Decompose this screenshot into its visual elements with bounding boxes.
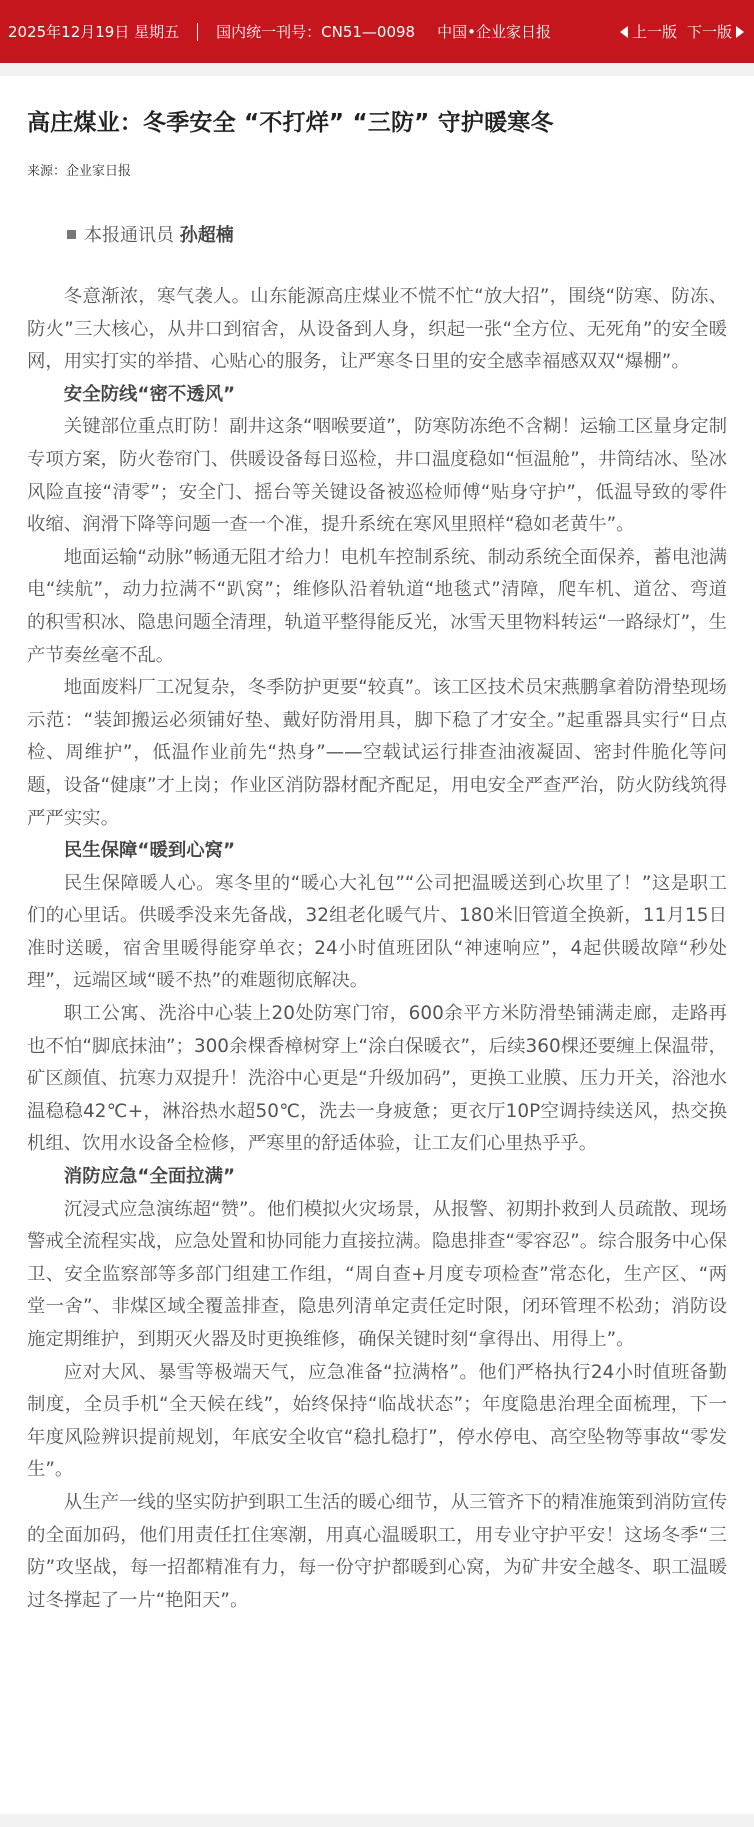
paragraph: 职工公寓、洗浴中心装上20处防寒门帘，600余平方米防滑垫铺满走廊，走路再也不怕“脚底抹油”；300余棵香樟树穿上“涂白保暖衣”，后续360棵还要缠上保温带，矿区颜值、抗寒力双提升！洗浴中心更是“升级加码”，更换工业膜、压力开关，浴池水温稳稳42℃+，淋浴热水超50℃，洗去一身疲惫；更衣厅10P空调持续送风，热交换机组、饮用水设备全检修，严寒里的舒适体验，让工友们心里热乎乎。 [27,1003,727,1155]
newspaper-name: 中国•企业家日报 [437,23,551,41]
masthead-info [8,0,551,63]
article [0,76,754,1617]
section-heading: 民生保障“暖到心窝” [63,840,236,862]
paragraph: 地面废料厂工况复杂，冬季防护更要“较真”。该工区技术员宋燕鹏拿着防滑垫现场示范：“装卸搬运必须铺好垫、戴好防滑用具，脚下稳了才安全。”起重器具实行“日点检、周维护”，低温作业前先“热身”——空载试运行排查油液凝固、密封件脆化等问题，设备“健康”才上岗；作业区消防器材配齐配足，用电安全严查严治，防火防线筑得严严实实。 [27,677,727,829]
prev-page-label: 上一版 [631,23,677,41]
article-body [27,281,727,1617]
paragraph: 应对大风、暴雪等极端天气，应急准备“拉满格”。他们严格执行24小时值班备勤制度，全员手机“全天候在线”，始终保持“临战状态”；年度隐患治理全面梳理，下一年度风险辨识提前规划，年底安全收官“稳扎稳打”，停水停电、高空坠物等事故“零发生”。 [27,1361,727,1481]
prev-page-button[interactable] [620,21,677,42]
article-source: 来源：企业家日报 [27,164,132,179]
next-page-button[interactable] [687,21,744,42]
paragraph: 冬意渐浓，寒气袭人。山东能源高庄煤业不慌不忙“放大招”，围绕“防寒、防冻、防火”三大核心，从井口到宿舍，从设备到人身，织起一张“全方位、无死角”的安全暖网，用实打实的举措、心贴心的服务，让严寒冬日里的安全感幸福感双双“爆棚”。 [27,286,727,373]
issue-date: 2025年12月19日 星期五 [8,23,180,41]
author-name: 孙超楠 [179,225,234,246]
header-band [0,63,754,76]
issn-number: 国内统一刊号：CN51—0098 [216,23,416,41]
section-heading: 消防应急“全面拉满” [63,1166,236,1188]
paragraph: 民生保障暖人心。寒冬里的“暖心大礼包”“公司把温暖送到心坎里了！”这是职工们的心里话。供暖季没来先备战，32组老化暖气片、180米旧管道全换新，11月15日准时送暖，宿舍里暖得能穿单衣；24小时值班团队“神速响应”，4起供暖故障“秒处理”，远端区域“暖不热”的难题彻底解决。 [27,872,727,992]
paragraph: 关键部位重点盯防！副井这条“咽喉要道”，防寒防冻绝不含糊！运输工区量身定制专项方案，防火卷帘门、供暖设备每日巡检，井口温度稳如“恒温舱”，井筒结冰、坠冰风险直接“清零”；安全门、摇台等关键设备被巡检师傅“贴身守护”，低温导致的零件收缩、润滑下降等问题一查一个准，提升系统在寒风里照样“稳如老黄牛”。 [27,416,727,536]
section-heading: 安全防线“密不透风” [63,383,236,405]
square-bullet-icon [67,230,76,239]
next-page-label: 下一版 [686,23,732,41]
divider [197,23,198,41]
paragraph: 沉浸式应急演练超“赞”。他们模拟火灾场景，从报警、初期扑救到人员疏散、现场警戒全流程实战，应急处置和协同能力直接拉满。隐患排查“零容忍”。综合服务中心保卫、安全监察部等多部门组建工作组，“周自查+月度专项检查”常态化，生产区、“两堂一舍”、非煤区域全覆盖排查，隐患列清单定责任定时限，闭环管理不松劲；消防设施定期维护，到期灭火器及时更换维修，确保关键时刻“拿得出、用得上”。 [27,1198,727,1350]
masthead-bar [0,0,754,63]
article-title: 高庄煤业：冬季安全 “不打烊” “三防” 守护暖寒冬 [27,110,554,136]
footer-band [0,1814,754,1827]
page-navigation [620,0,744,63]
byline [27,221,727,247]
triangle-left-icon [620,26,628,38]
triangle-right-icon [736,26,744,38]
paragraph: 从生产一线的坚实防护到职工生活的暖心细节，从三管齐下的精准施策到消防宣传的全面加码，他们用责任扛住寒潮，用真心温暖职工，用专业守护平安！这场冬季“三防”攻坚战，每一招都精准有力，每一份守护都暖到心窝，为矿井安全越冬、职工温暖过冬撑起了一片“艳阳天”。 [27,1491,727,1611]
byline-prefix: 本报通讯员 [84,225,174,246]
paragraph: 地面运输“动脉”畅通无阻才给力！电机车控制系统、制动系统全面保养，蓄电池满电“续航”，动力拉满不“趴窝”；维修队沿着轨道“地毯式”清障，爬车机、道岔、弯道的积雪积冰、隐患问题全清理，轨道平整得能反光，冰雪天里物料转运“一路绿灯”，生产节奏丝毫不乱。 [27,546,727,666]
